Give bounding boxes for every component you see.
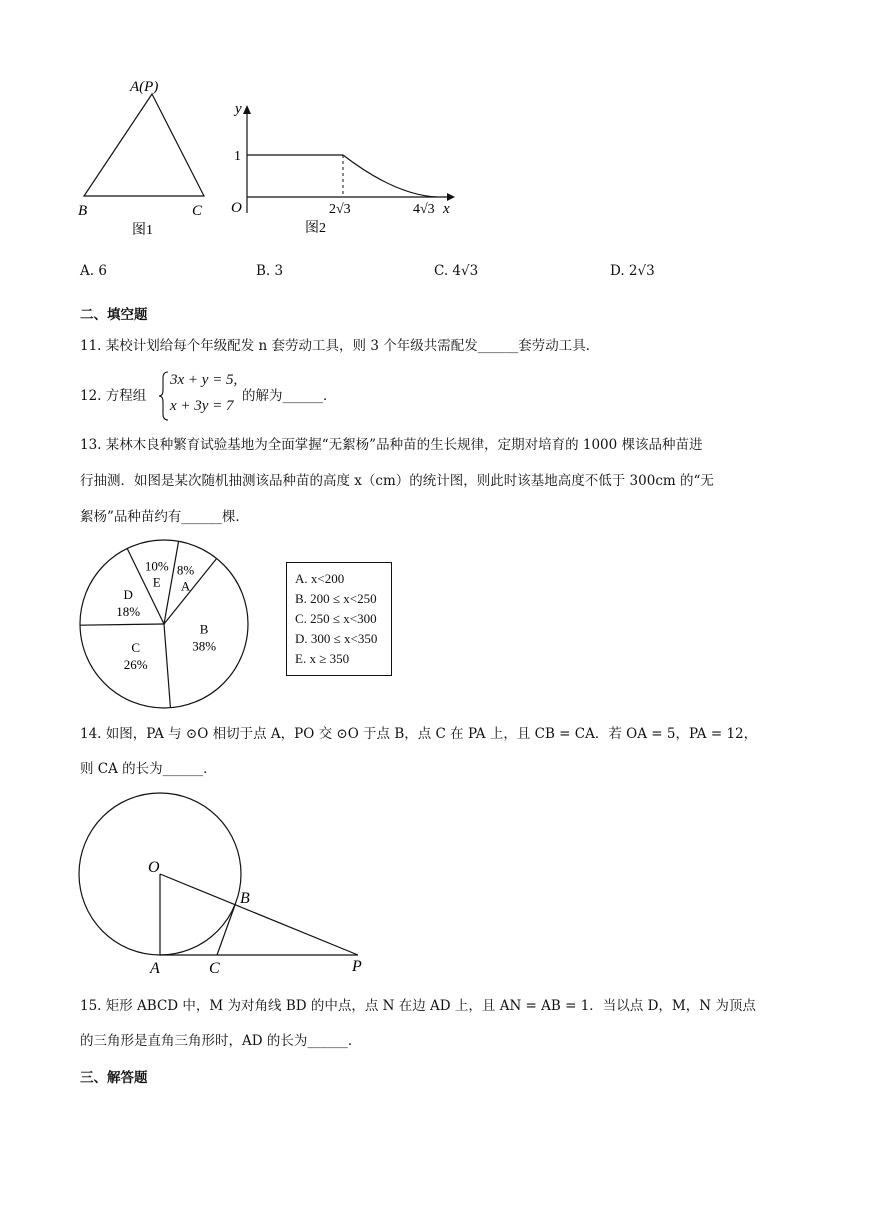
equation-1: 3x + y = 5, (170, 372, 238, 388)
label-c: C (192, 203, 203, 219)
pie-divider-3 (80, 624, 164, 625)
pie-chart (76, 538, 256, 713)
pie-text-c-1: C (131, 640, 141, 656)
question-12-suffix: 的解为______． (242, 388, 337, 404)
figure-2-caption: 图2 (305, 221, 326, 236)
question-14-line-1: 14. 如图，PA 与 ⊙O 相切于点 A，PO 交 ⊙O 于点 B，点 C 在 PA 上，且 CB = CA．若 OA = 5，PA = 12， (80, 726, 758, 742)
brace-icon (158, 370, 170, 422)
label-b: B (78, 203, 88, 219)
figure-2-graph (225, 95, 465, 243)
section-3-heading: 三、解答题 (80, 1070, 148, 1086)
pie-divider-2 (164, 624, 170, 708)
pie-legend (286, 562, 392, 676)
legend-item-d: D. 300 ≤ x<350 (295, 631, 378, 646)
y-label: y (235, 101, 242, 117)
question-14-line-2: 则 CA 的长为______． (80, 761, 217, 777)
pie-text-c-2: 26% (123, 657, 148, 673)
tick-2sqrt3: 2√3 (329, 202, 351, 217)
figure-14-circle-tangent (72, 790, 382, 980)
option-a: A. 6 (80, 263, 107, 279)
pie-divider-0 (164, 541, 179, 624)
pie-text-d-2: 18% (116, 603, 141, 619)
segment-cb (217, 905, 235, 955)
option-b: B. 3 (256, 263, 284, 279)
pie-text-a-1: 8% (176, 562, 195, 578)
pie-slice-label-c (124, 640, 148, 672)
question-15-line-1: 15. 矩形 ABCD 中，M 为对角线 BD 的中点，点 N 在边 AD 上，且 AN = AB = 1．当以点 D，M，N 为顶点 (80, 998, 756, 1014)
origin-label: O (231, 200, 242, 216)
point-a-label: A (150, 960, 160, 977)
pie-slice-label-d (116, 587, 140, 619)
figure-1-caption: 图1 (132, 223, 153, 238)
pie-text-b-2: 38% (192, 638, 217, 654)
point-p-label: P (352, 958, 362, 975)
point-c-label: C (209, 960, 220, 977)
pie-text-a-2: A (180, 578, 191, 594)
pie-text-b-1: B (199, 621, 209, 637)
y-arrow (243, 105, 251, 114)
legend-item-c: C. 250 ≤ x<300 (295, 611, 377, 626)
tick-one: 1 (234, 149, 241, 164)
question-13-line-2: 行抽测．如图是某次随机抽测该品种苗的高度 x（cm）的统计图，则此时该基地高度不低于 300cm 的“无 (80, 473, 714, 489)
section-2-heading: 二、填空题 (80, 307, 148, 323)
equation-2: x + 3y = 7 (170, 398, 234, 414)
question-15-line-2: 的三角形是直角三角形时，AD 的长为______． (80, 1033, 362, 1049)
point-o-label: O (148, 859, 160, 876)
tick-4sqrt3: 4√3 (413, 202, 435, 217)
option-c: C. 4√3 (434, 263, 479, 279)
question-13-line-3: 絮杨”品种苗约有______棵． (80, 509, 249, 525)
curve-segment (343, 155, 437, 197)
pie-text-e-2: E (152, 574, 161, 590)
option-d: D. 2√3 (610, 263, 655, 279)
pie-text-e-1: 10% (144, 558, 169, 574)
x-arrow (447, 193, 455, 201)
pie-slice-label-e (145, 558, 169, 589)
pie-text-d-1: D (123, 586, 133, 602)
figure-1-triangle (70, 72, 220, 242)
pie-slice-label-b (192, 621, 216, 653)
question-11: 11. 某校计划给每个年级配发 n 套劳动工具，则 3 个年级共需配发______套劳动工具． (80, 338, 600, 354)
legend-item-b: B. 200 ≤ x<250 (295, 591, 377, 606)
x-label: x (443, 201, 450, 217)
point-b-label: B (240, 890, 250, 907)
question-12-prefix: 12. 方程组 (80, 388, 147, 404)
legend-item-e: E. x ≥ 350 (295, 651, 350, 666)
segment-op (160, 874, 358, 955)
triangle-abc (84, 94, 204, 196)
question-13-line-1: 13. 某林木良种繁育试验基地为全面掌握“无絮杨”品种苗的生长规律，定期对培育的 1000 棵该品种苗进 (80, 437, 703, 453)
legend-item-a: A. x<200 (295, 571, 345, 586)
label-a-p: A(P) (130, 79, 159, 95)
